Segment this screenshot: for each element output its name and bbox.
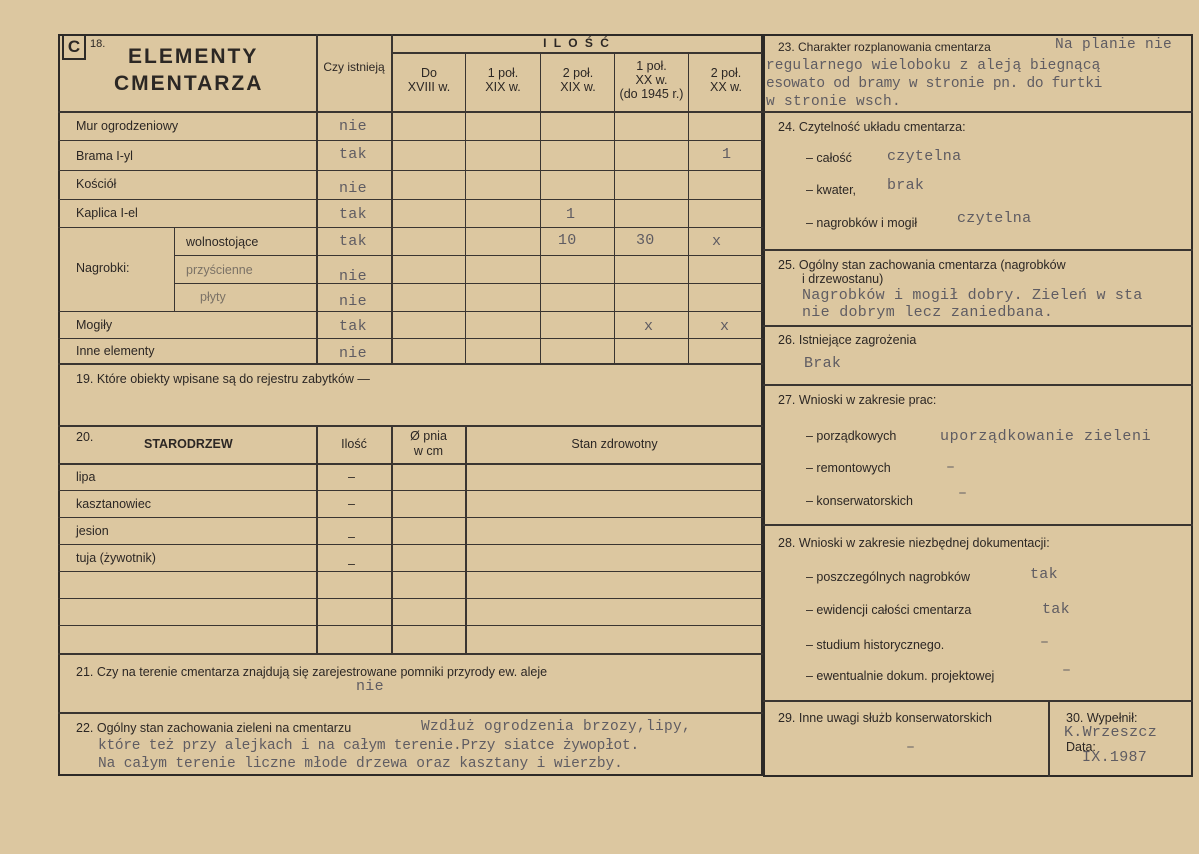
row-label-graves: Mogiły xyxy=(76,318,113,332)
col-qty-header: Ilość xyxy=(341,437,367,451)
section-letter-box: C xyxy=(62,34,86,60)
divider xyxy=(465,52,466,364)
section-18-number: 18. xyxy=(90,38,106,50)
divider xyxy=(58,490,763,491)
section-23-line4: w stronie wsch. xyxy=(766,94,902,110)
section-24-item2-value: brak xyxy=(887,177,925,194)
tree-qty-3: – xyxy=(348,530,355,544)
row-label-freestanding: wolnostojące xyxy=(186,235,259,249)
divider xyxy=(58,625,763,626)
divider xyxy=(174,255,763,256)
divider xyxy=(763,524,1193,526)
answer-chapel-exists: tak xyxy=(339,206,367,223)
divider xyxy=(58,311,763,312)
answer-wallmounted-exists: nie xyxy=(339,268,367,285)
divider xyxy=(316,425,318,655)
section-25-line2: nie dobrym lecz zaniedbana. xyxy=(802,304,1054,321)
row-label-church: Kościół xyxy=(76,177,117,191)
divider xyxy=(763,249,1193,251)
tree-name-4: tuja (żywotnik) xyxy=(76,551,156,565)
ilosc-header: I L O Ś Ć xyxy=(543,36,611,50)
section-21-label: 21. Czy na terenie cmentarza znajdują się zarejestrowane pomniki przyrody ew. aleje xyxy=(76,665,548,679)
tree-qty-4: – xyxy=(348,557,355,571)
section-24-item3-label: – nagrobków i mogił xyxy=(806,216,918,230)
divider xyxy=(540,52,541,364)
divider xyxy=(58,653,763,655)
answer-wall-exists: nie xyxy=(339,118,367,135)
section-28-item3-label: – studium historycznego. xyxy=(806,638,945,652)
divider xyxy=(58,227,763,228)
section-30-date-label: Data: xyxy=(1066,740,1096,754)
divider xyxy=(688,52,689,364)
row-label-chapel: Kaplica I-el xyxy=(76,206,138,220)
divider xyxy=(58,571,763,572)
section-28-item1-value: tak xyxy=(1030,566,1058,583)
divider xyxy=(392,52,762,54)
divider xyxy=(174,283,763,284)
answer-slabs-exists: nie xyxy=(339,293,367,310)
section-23-line3: esowato od bramy w stronie pn. do furtki xyxy=(766,76,1103,92)
qty-chapel-2half-xix: 1 xyxy=(566,206,576,223)
answer-graves-exists: tak xyxy=(339,318,367,335)
divider xyxy=(58,425,763,427)
divider xyxy=(58,544,763,545)
col-diameter-header: Ø pnia w cm xyxy=(410,429,447,458)
qty-gate-2half-xx: 1 xyxy=(722,146,732,163)
answer-gate-exists: tak xyxy=(339,146,367,163)
section-22-line1: Wzdłuż ogrodzenia brzozy,lipy, xyxy=(421,719,692,735)
section-25-label-line1: 25. Ogólny stan zachowania cmentarza (nagrobków xyxy=(778,258,1066,272)
section-24-item3-value: czytelna xyxy=(957,210,1032,227)
answer-other-exists: nie xyxy=(339,345,367,362)
row-label-other: Inne elementy xyxy=(76,344,155,358)
section-22-line2: które też przy alejkach i na całym terenie.Przy siatce żywopłot. xyxy=(98,738,639,754)
section-24-item1-label: – całość xyxy=(806,151,852,165)
section-18-title-line2: CMENTARZA xyxy=(114,72,264,95)
row-label-gate: Brama I-yl xyxy=(76,149,133,163)
divider xyxy=(174,227,175,311)
divider xyxy=(1048,700,1050,777)
divider xyxy=(763,384,1193,386)
section-27-item1-label: – porządkowych xyxy=(806,429,897,443)
section-29-label: 29. Inne uwagi służb konserwatorskich xyxy=(778,711,993,725)
section-28-item3-value: – xyxy=(1040,634,1050,651)
tree-name-2: kasztanowiec xyxy=(76,497,152,511)
section-26-label: 26. Istniejące zagrożenia xyxy=(778,333,917,347)
period-header-3: 2 poł. XIX w. xyxy=(560,66,596,94)
qty-graves-1half-xx: x xyxy=(644,318,654,335)
section-22-line3: Na całym terenie liczne młode drzewa oraz kasztany i wierzby. xyxy=(98,756,623,772)
qty-freestanding-2half-xix: 10 xyxy=(558,232,577,249)
section-26-value: Brak xyxy=(804,355,842,372)
period-header-5: 2 poł. XX w. xyxy=(710,66,742,94)
section-29-value: – xyxy=(906,739,916,756)
divider xyxy=(391,425,393,655)
section-27-item3-value: – xyxy=(958,485,968,502)
section-25-label-line2: i drzewostanu) xyxy=(802,272,884,286)
qty-graves-2half-xx: x xyxy=(720,318,730,335)
section-25-line1: Nagrobków i mogił dobry. Zieleń w sta xyxy=(802,287,1143,304)
col-exists-header: Czy istnieją xyxy=(323,60,385,74)
section-18-title-line1: ELEMENTY xyxy=(128,45,259,68)
period-header-2: 1 poł. XIX w. xyxy=(485,66,521,94)
section-20-title: STARODRZEW xyxy=(144,437,233,451)
col-health-header: Stan zdrowotny xyxy=(571,437,658,451)
divider xyxy=(465,425,467,655)
divider xyxy=(763,325,1193,327)
section-24-label: 24. Czytelność układu cmentarza: xyxy=(778,120,966,134)
divider xyxy=(58,598,763,599)
row-label-wall: Mur ogrodzeniowy xyxy=(76,119,179,133)
divider xyxy=(58,363,763,365)
row-label-wallmounted: przyścienne xyxy=(186,263,253,277)
section-22-label: 22. Ogólny stan zachowania zieleni na cmentarzu xyxy=(76,721,352,735)
divider xyxy=(58,170,763,171)
divider xyxy=(58,140,763,141)
divider xyxy=(58,111,763,113)
section-19-label: 19. Które obiekty wpisane są do rejestru zabytków — xyxy=(76,372,370,386)
qty-freestanding-2half-xx: x xyxy=(712,233,722,250)
section-24-item1-value: czytelna xyxy=(887,148,962,165)
tree-name-3: jesion xyxy=(76,524,109,538)
section-27-label: 27. Wnioski w zakresie prac: xyxy=(778,393,937,407)
tree-qty-1: – xyxy=(348,470,355,484)
divider xyxy=(58,199,763,200)
section-24-item2-label: – kwater, xyxy=(806,183,857,197)
divider xyxy=(58,712,763,714)
section-30-label: 30. Wypełnił: xyxy=(1066,711,1138,725)
section-20-number: 20. xyxy=(76,430,94,444)
divider xyxy=(58,338,763,339)
tree-qty-2: – xyxy=(348,497,355,511)
section-27-item3-label: – konserwatorskich xyxy=(806,494,913,508)
section-27-item2-value: – xyxy=(946,459,956,476)
section-23-line1: Na planie nie xyxy=(1055,37,1173,53)
row-label-slabs: płyty xyxy=(200,290,226,304)
section-27-item2-label: – remontowych xyxy=(806,461,891,475)
answer-freestanding-exists: tak xyxy=(339,233,367,250)
section-23-line2: regularnego wieloboku z aleją biegnącą xyxy=(766,58,1101,74)
period-header-1: Do XVIII w. xyxy=(407,66,451,94)
section-28-item1-label: – poszczególnych nagrobków xyxy=(806,570,970,584)
section-28-item4-value: – xyxy=(1062,662,1072,679)
section-21-answer: nie xyxy=(356,678,384,695)
qty-freestanding-1half-xx: 30 xyxy=(636,232,655,249)
section-30-date: IX.1987 xyxy=(1082,749,1148,766)
section-28-item2-value: tak xyxy=(1042,601,1070,618)
divider xyxy=(58,463,763,465)
section-27-item1-value: uporządkowanie zieleni xyxy=(940,428,1152,445)
section-23-label: 23. Charakter rozplanowania cmentarza xyxy=(778,40,991,54)
section-28-item2-label: – ewidencji całości cmentarza xyxy=(806,603,972,617)
tree-name-1: lipa xyxy=(76,470,96,484)
section-28-item4-label: – ewentualnie dokum. projektowej xyxy=(806,669,995,683)
period-header-4: 1 poł. XX w. (do 1945 r.) xyxy=(619,59,684,101)
section-28-label: 28. Wnioski w zakresie niezbędnej dokumentacji: xyxy=(778,536,1050,550)
divider xyxy=(763,111,1193,113)
row-label-tombs-group: Nagrobki: xyxy=(76,261,130,275)
divider xyxy=(58,517,763,518)
answer-church-exists: nie xyxy=(339,180,367,197)
divider xyxy=(763,700,1193,702)
section-30-name: K.Wrzeszcz xyxy=(1064,724,1158,741)
